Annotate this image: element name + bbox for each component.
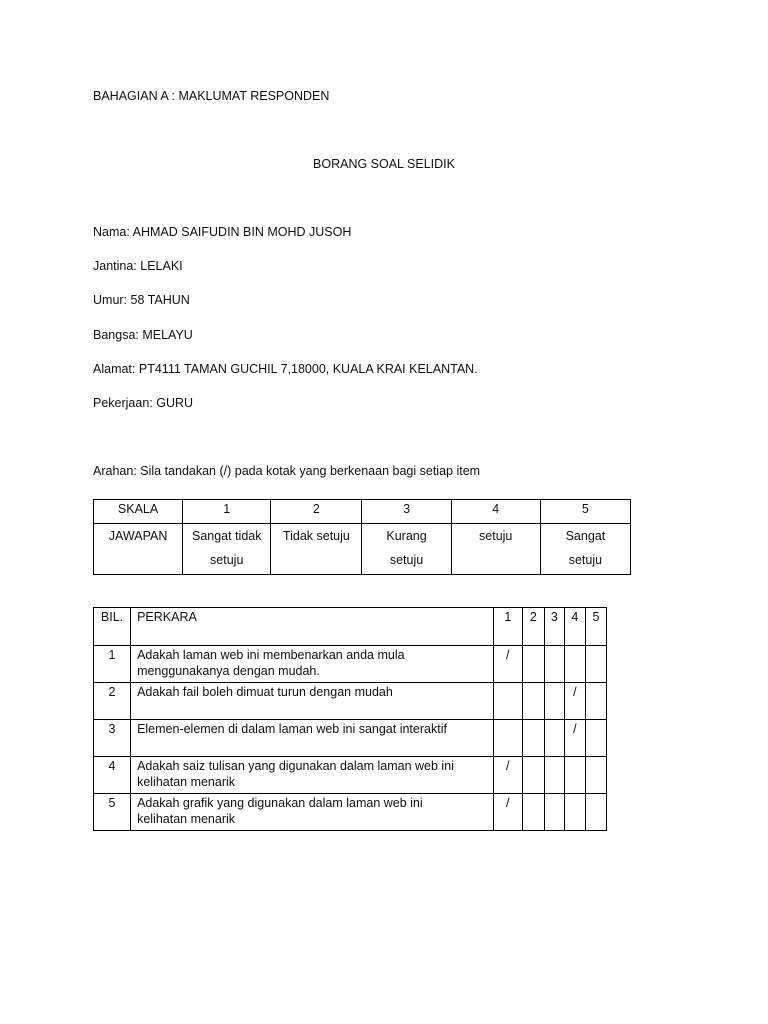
table-row <box>94 683 607 720</box>
scale-value-cell: 2 <box>271 500 362 524</box>
cell-line: setuju <box>568 553 603 567</box>
scale-box-2[interactable] <box>522 683 544 720</box>
perkara-line: Adakah fail boleh dimuat turun dengan mudah <box>137 685 393 699</box>
scale-box-1[interactable] <box>493 794 522 831</box>
row-bil: 2 <box>94 683 131 720</box>
field-nama <box>93 224 351 240</box>
scale-box-1[interactable] <box>493 646 522 683</box>
scale-box-5[interactable] <box>585 683 606 720</box>
scale-box-3[interactable] <box>544 646 564 683</box>
section-title: BAHAGIAN A : MAKLUMAT RESPONDEN <box>93 89 330 103</box>
questionnaire-table <box>93 607 607 831</box>
scale-answer-cell <box>362 524 451 575</box>
scale-answer-cell <box>183 524 271 575</box>
field-label: Bangsa: <box>93 328 139 342</box>
scale-box-4[interactable] <box>564 683 585 720</box>
row-perkara <box>131 683 494 720</box>
scale-box-2[interactable] <box>522 720 544 757</box>
tick-mark: / <box>573 685 577 699</box>
perkara-line: menggunakanya dengan mudah. <box>137 664 320 678</box>
field-label: Umur: <box>93 293 128 307</box>
scale-answer-cell <box>451 524 540 575</box>
perkara-line: kelihatan menarik <box>137 775 236 789</box>
cell-line: Tidak setuju <box>282 529 350 543</box>
field-alamat <box>93 361 478 377</box>
scale-value-cell: 3 <box>362 500 451 524</box>
header-scale-4: 4 <box>564 608 585 646</box>
scale-value-cell: 1 <box>183 500 271 524</box>
perkara-line: Adakah grafik yang digunakan dalam laman web ini <box>137 796 423 810</box>
row-perkara <box>131 757 494 794</box>
perkara-line: Elemen-elemen di dalam laman web ini sangat interaktif <box>137 722 447 736</box>
scale-box-2[interactable] <box>522 646 544 683</box>
instruction: Arahan: Sila tandakan (/) pada kotak yang berkenaan bagi setiap item <box>93 464 481 478</box>
scale-box-2[interactable] <box>522 757 544 794</box>
field-value: PT4111 TAMAN GUCHIL 7,18000, KUALA KRAI KELANTAN. <box>138 362 478 376</box>
field-value: MELAYU <box>142 328 193 342</box>
cell-line: setuju <box>389 553 424 567</box>
header-scale-3: 3 <box>544 608 564 646</box>
scale-box-2[interactable] <box>522 794 544 831</box>
cell-line: setuju <box>479 529 513 543</box>
scale-header-cell <box>94 524 183 575</box>
header-perkara: PERKARA <box>131 608 494 646</box>
form-title: BORANG SOAL SELIDIK <box>313 157 455 171</box>
field-value: GURU <box>156 396 194 410</box>
field-bangsa <box>93 327 193 343</box>
scale-box-3[interactable] <box>544 794 564 831</box>
scale-box-3[interactable] <box>544 720 564 757</box>
field-umur <box>93 292 190 308</box>
scale-box-3[interactable] <box>544 683 564 720</box>
field-jantina <box>93 258 183 274</box>
perkara-line: Adakah laman web ini membenarkan anda mula <box>137 648 405 662</box>
header-bil: BIL. <box>94 608 131 646</box>
scale-answer-cell <box>271 524 362 575</box>
scale-value-cell: 5 <box>540 500 630 524</box>
cell-line: Sangat <box>565 529 606 543</box>
table-header-row <box>94 608 607 646</box>
header-scale-5: 5 <box>585 608 606 646</box>
tick-mark: / <box>506 759 510 773</box>
field-value: LELAKI <box>140 259 183 273</box>
field-label: Alamat: <box>93 362 136 376</box>
scale-box-5[interactable] <box>585 720 606 757</box>
scale-header-cell: SKALA <box>94 500 183 524</box>
perkara-line: kelihatan menarik <box>137 812 236 826</box>
tick-mark: / <box>506 648 510 662</box>
row-bil: 4 <box>94 757 131 794</box>
scale-value-cell: 4 <box>451 500 540 524</box>
table-row <box>94 720 607 757</box>
field-label: Nama: <box>93 225 130 239</box>
scale-box-1[interactable] <box>493 757 522 794</box>
row-bil: 5 <box>94 794 131 831</box>
tick-mark: / <box>573 722 577 736</box>
scale-box-3[interactable] <box>544 757 564 794</box>
scale-box-4[interactable] <box>564 720 585 757</box>
scale-table <box>93 499 631 575</box>
scale-box-5[interactable] <box>585 794 606 831</box>
header-scale-1: 1 <box>493 608 522 646</box>
field-pekerjaan <box>93 395 193 411</box>
field-value: AHMAD SAIFUDIN BIN MOHD JUSOH <box>132 225 352 239</box>
table-row <box>94 757 607 794</box>
row-perkara <box>131 720 494 757</box>
table-row <box>94 794 607 831</box>
scale-box-4[interactable] <box>564 646 585 683</box>
field-label: Jantina: <box>93 259 137 273</box>
cell-line: Kurang <box>386 529 427 543</box>
row-bil: 1 <box>94 646 131 683</box>
tick-mark: / <box>506 796 510 810</box>
row-perkara <box>131 794 494 831</box>
scale-box-1[interactable] <box>493 720 522 757</box>
row-bil: 3 <box>94 720 131 757</box>
cell-line: JAWAPAN <box>108 529 168 543</box>
perkara-line: Adakah saiz tulisan yang digunakan dalam laman web ini <box>137 759 454 773</box>
scale-answer-cell <box>540 524 630 575</box>
scale-box-1[interactable] <box>493 683 522 720</box>
cell-line: setuju <box>210 553 244 567</box>
scale-box-4[interactable] <box>564 794 585 831</box>
scale-row-jawapan <box>94 524 631 575</box>
scale-box-4[interactable] <box>564 757 585 794</box>
table-row <box>94 646 607 683</box>
cell-line: Sangat tidak <box>191 529 262 543</box>
scale-box-5[interactable] <box>585 646 606 683</box>
field-label: Pekerjaan: <box>93 396 153 410</box>
row-perkara <box>131 646 494 683</box>
header-scale-2: 2 <box>522 608 544 646</box>
field-value: 58 TAHUN <box>130 293 190 307</box>
scale-box-5[interactable] <box>585 757 606 794</box>
scale-row-skala <box>94 500 631 524</box>
